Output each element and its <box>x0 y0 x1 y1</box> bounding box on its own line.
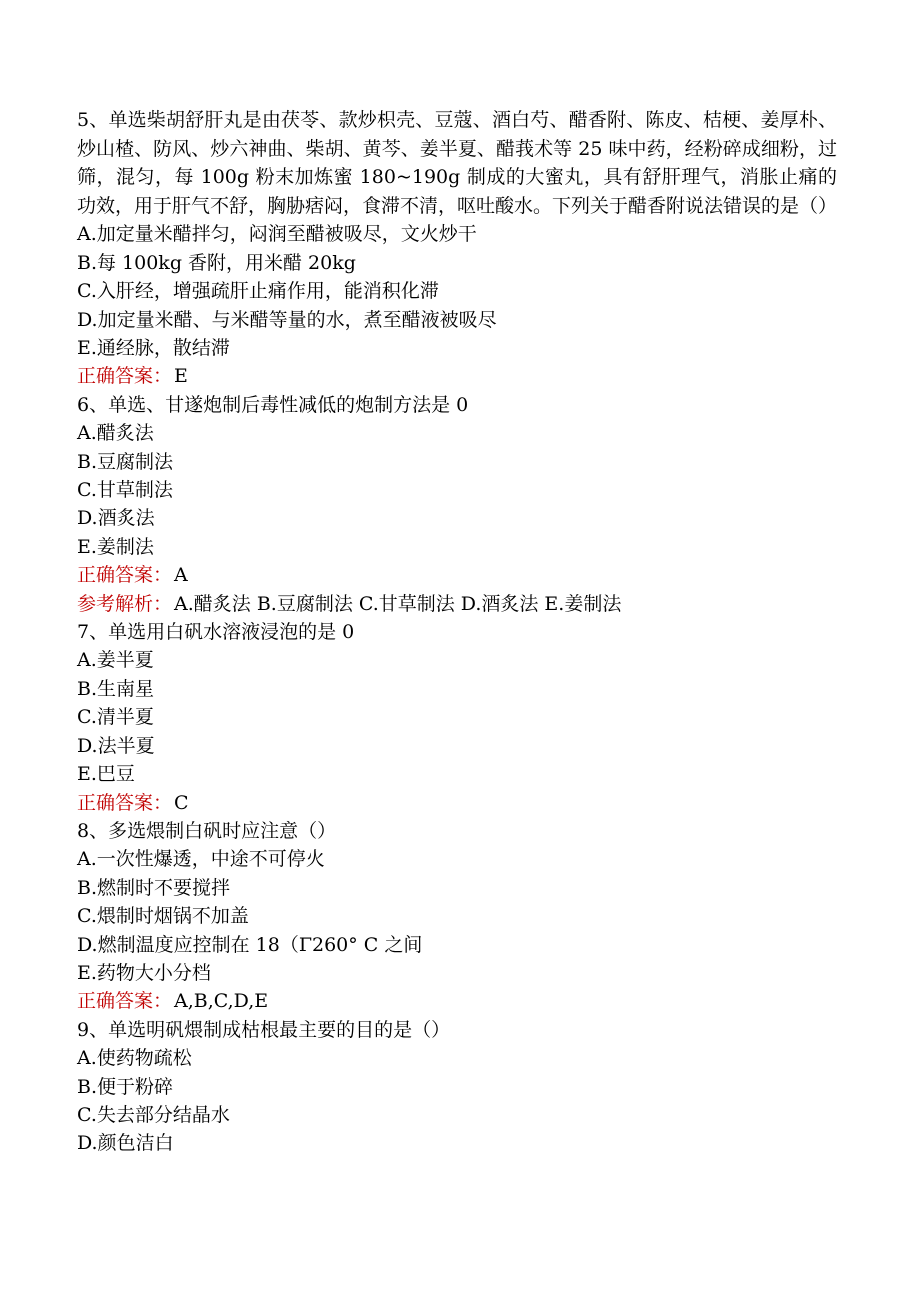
option-d: D.酒炙法 <box>77 507 155 530</box>
explanation-line <box>77 590 837 618</box>
answer-value: E <box>174 365 188 388</box>
option-a: A.姜半夏 <box>77 649 154 672</box>
question-block <box>77 391 837 618</box>
answer-line <box>77 561 837 589</box>
option-e: E.药物大小分档 <box>77 961 211 984</box>
option-a: A.醋炙法 <box>77 422 154 445</box>
option-b: B.每 100kg 香附，用米醋 20kg <box>77 251 356 274</box>
question-block <box>77 1016 837 1158</box>
explanation-label: 参考解析： <box>77 592 173 615</box>
option-c: C.清半夏 <box>77 706 154 729</box>
answer-line <box>77 362 837 390</box>
option-b: B.豆腐制法 <box>77 450 174 473</box>
answer-value: A <box>174 564 188 587</box>
answer-label: 正确答案： <box>77 990 173 1013</box>
option-a: A.使药物疏松 <box>77 1047 192 1070</box>
question-block <box>77 618 837 817</box>
option-d: D.法半夏 <box>77 734 155 757</box>
answer-line <box>77 987 837 1015</box>
option-a: A.加定量米醋拌匀，闷润至醋被吸尽，文火炒干 <box>77 223 477 246</box>
question-block <box>77 106 837 391</box>
option-d: D.加定量米醋、与米醋等量的水，煮至醋液被吸尽 <box>77 308 497 331</box>
option-b: B.燃制时不要搅拌 <box>77 876 231 899</box>
answer-value: A,B,C,D,E <box>174 990 269 1013</box>
answer-line <box>77 789 837 817</box>
question-stem: 5、单选柴胡舒肝丸是由茯苓、款炒枳壳、豆蔻、酒白芍、醋香附、陈皮、桔梗、姜厚朴、炒山楂、防风、炒六神曲、柴胡、黄芩、姜半夏、醋莪术等 25 味中药，经粉碎成细粉，过筛，混匀，每 100g 粉末加炼蜜 180~190g 制成的大蜜丸，具有舒肝理气，消胀止痛的功效，用于肝气不舒，胸胁痞闷，食滞不清，呕吐酸水。下列关于醋香附说法错误的是（） <box>77 109 838 217</box>
option-e: E.姜制法 <box>77 535 154 558</box>
option-b: B.生南星 <box>77 677 155 700</box>
question-stem: 8、多选煨制白矾时应注意（） <box>77 819 337 842</box>
question-stem: 7、单选用白矾水溶液浸泡的是 0 <box>77 621 355 644</box>
option-d: D.燃制温度应控制在 18（Γ260° C 之间 <box>77 933 423 956</box>
question-stem: 9、单选明矾煨制成枯根最主要的目的是（） <box>77 1018 451 1041</box>
option-d: D.颜色洁白 <box>77 1132 174 1155</box>
explanation-text: A.醋炙法 B.豆腐制法 C.甘草制法 D.酒炙法 E.姜制法 <box>174 592 622 615</box>
answer-label: 正确答案： <box>77 564 173 587</box>
option-a: A.一次性爆透，中途不可停火 <box>77 848 325 871</box>
option-c: C.煨制时烟锅不加盖 <box>77 905 249 928</box>
option-e: E.巴豆 <box>77 763 135 786</box>
option-c: C.甘草制法 <box>77 479 173 502</box>
option-e: E.通经脉，散结滞 <box>77 337 230 359</box>
document-page <box>77 106 837 1158</box>
answer-label: 正确答案： <box>77 365 173 388</box>
option-b: B.便于粉碎 <box>77 1075 174 1098</box>
option-c: C.失去部分结晶水 <box>77 1103 230 1126</box>
question-block <box>77 817 837 1016</box>
question-stem: 6、单选、甘遂炮制后毒性减低的炮制方法是 0 <box>77 393 469 416</box>
option-c: C.入肝经，增强疏肝止痛作用，能消积化滞 <box>77 280 439 303</box>
answer-value: C <box>174 791 189 814</box>
answer-label: 正确答案： <box>77 791 173 814</box>
